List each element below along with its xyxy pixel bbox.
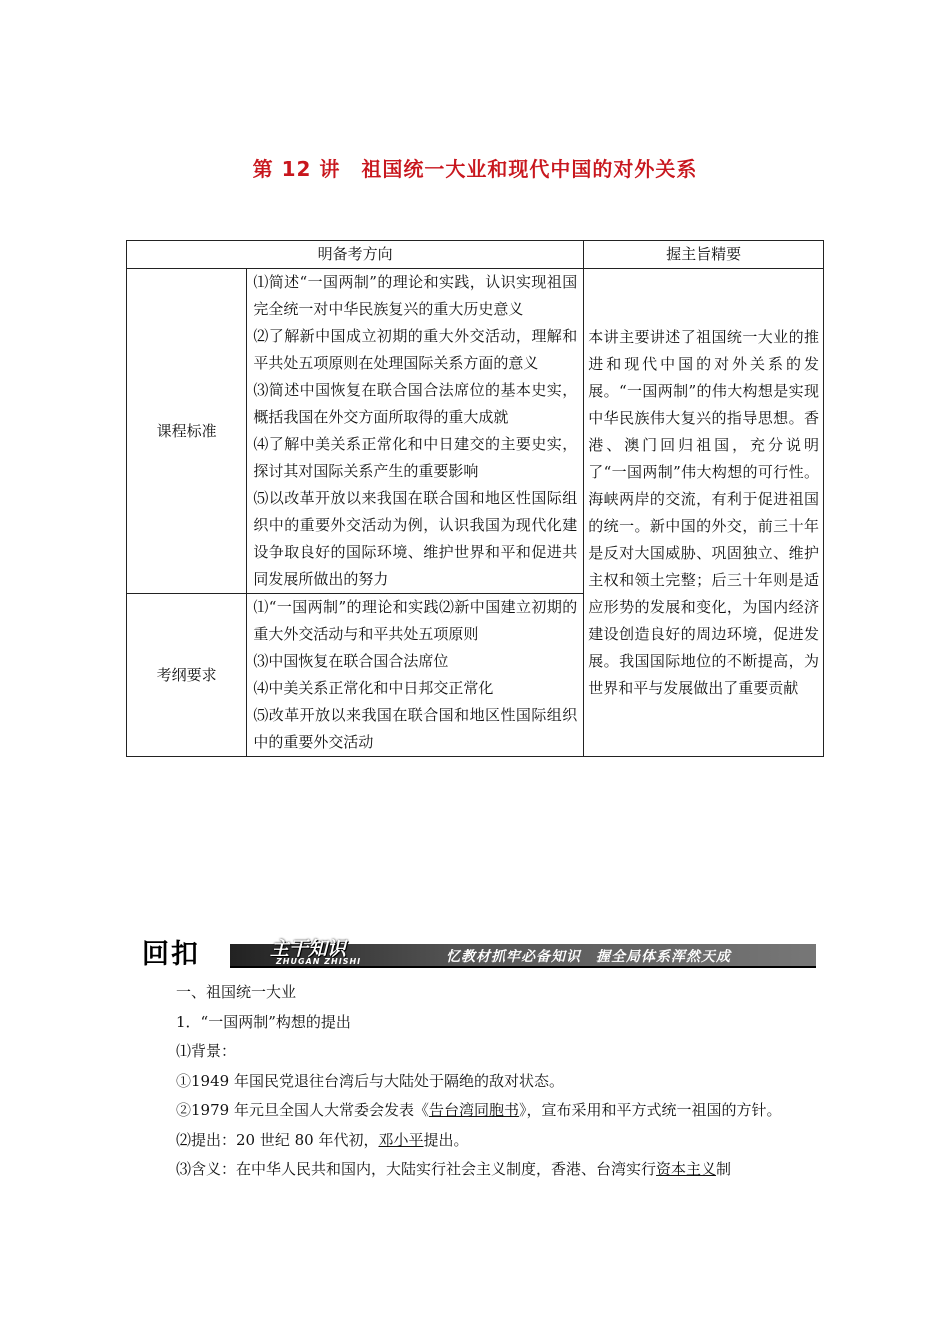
page-title: 第 12 讲 祖国统一大业和现代中国的对外关系 (252, 157, 698, 181)
list-item: ⑸改革开放以来我国在联合国和地区性国际组织中的重要外交活动 (253, 706, 578, 751)
summary-cell: 本讲主要讲述了祖国统一大业的推进和现代中国的对外关系的发展。“一国两制”的伟大构想是实现中华民族伟大复兴的指导思想。香港、澳门回归祖国，充分说明了“一国两制”伟大构想的可行性。海峡两岸的交流，有利于促进祖国的统一。新中国的外交，前三十年是反对大国威胁、巩固独立、维护主权和领土完整；后三十年则是适应形势的发展和变化，为国内经济建设创造良好的周边环境，促进发展。我国国际地位的不断提高，为世界和平与发展做出了重要贡献 (584, 269, 824, 757)
table-row (127, 269, 824, 594)
list-item: ⑵了解新中国成立初期的重大外交活动，理解和平共处五项原则在处理国际关系方面的意义 (253, 327, 578, 372)
text-span: ②1979 年元旦全国人大常委会发表《 (176, 1101, 429, 1119)
standard-items (247, 269, 584, 594)
text-span: 》，宣布采用和平方式统一祖国的方针。 (518, 1101, 782, 1119)
background-item-2 (146, 1096, 814, 1126)
section-heading: 一、祖国统一大业 (176, 983, 297, 1001)
text-span: ⑶含义：在中华人民共和国内，大陆实行社会主义制度，香港、台湾实行 (176, 1160, 657, 1178)
curriculum-table (126, 240, 824, 757)
list-item: ⑴“一国两制”的理论和实践⑵新中国建立初期的重大外交活动与和平共处五项原则 (253, 598, 578, 643)
background-item-1: ①1949 年国民党退往台湾后与大陆处于隔绝的敌对状态。 (176, 1071, 564, 1090)
background-label: ⑴背景： (176, 1042, 237, 1060)
banner-main-label: 主干知识 (270, 938, 347, 960)
text-span: 提出。 (423, 1130, 469, 1149)
row-label-syllabus: 考纲要求 (127, 594, 247, 757)
text-span: ⑵提出：20 世纪 80 年代初， (176, 1130, 379, 1149)
list-item: ⑷中美关系正常化和中日邦交正常化 (253, 679, 494, 697)
meaning-item (146, 1155, 814, 1185)
section-banner (142, 938, 816, 972)
banner-sub-label: ZHUGAN ZHISHI (276, 957, 362, 966)
table-header-direction: 明备考方向 (127, 241, 584, 269)
banner-left-text: 回扣 (142, 939, 200, 970)
list-item: ⑴简述“一国两制”的理论和实践，认识实现祖国完全统一对中华民族复兴的重大历史意义 (253, 273, 578, 318)
table-header-summary: 握主旨精要 (584, 241, 824, 269)
banner-underline (230, 966, 816, 968)
point-heading: 1．“一国两制”构想的提出 (176, 1012, 351, 1031)
underlined-term: 资本主义 (656, 1160, 717, 1178)
list-item: ⑶中国恢复在联合国合法席位 (253, 652, 449, 670)
underlined-term: 邓小平 (378, 1130, 424, 1149)
banner-slogan: 忆教材抓牢必备知识 握全局体系浑然天成 (446, 949, 731, 965)
proposal-item (146, 1126, 814, 1156)
list-item: ⑶简述中国恢复在联合国合法席位的基本史实，概括我国在外交方面所取得的重大成就 (253, 381, 578, 426)
list-item: ⑷了解中美关系正常化和中日建交的主要史实，探讨其对国际关系产生的重要影响 (253, 435, 578, 480)
list-item: ⑸以改革开放以来我国在联合国和地区性国际组织中的重要外交活动为例，认识我国为现代化建设争取良好的国际环境、维护世界和平和促进共同发展所做出的努力 (253, 489, 578, 588)
main-content (146, 978, 814, 1185)
underlined-term: 告台湾同胞书 (428, 1101, 519, 1119)
row-label-standard: 课程标准 (127, 269, 247, 594)
syllabus-items (247, 594, 584, 757)
text-span: 制 (716, 1160, 732, 1178)
